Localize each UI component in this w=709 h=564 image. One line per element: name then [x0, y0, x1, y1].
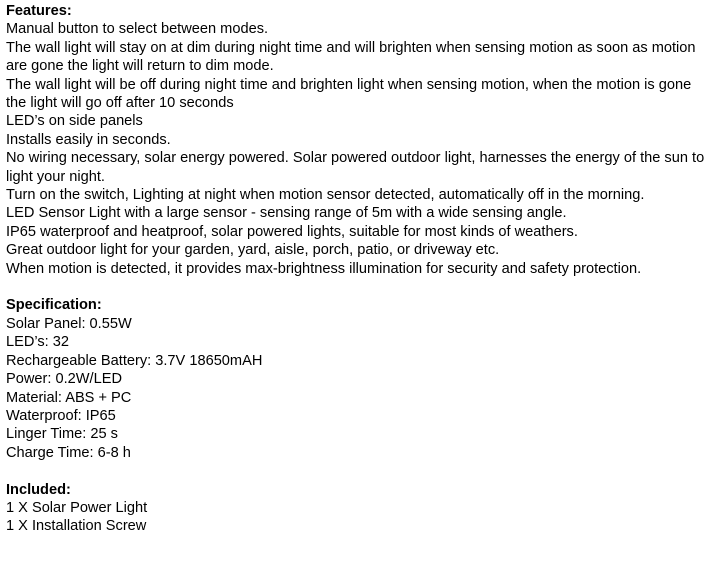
- included-item: 1 X Installation Screw: [6, 518, 147, 535]
- specification-heading: Specification:: [6, 297, 102, 314]
- features-heading: Features:: [6, 3, 72, 19]
- spec-item: Material: ABS + PC: [6, 389, 132, 406]
- feature-item: The wall light will be off during night time and brighten light when sensing motion, when the motion is gone the light will go off after 10 seconds: [6, 76, 692, 112]
- spec-item: Power: 0.2W/LED: [6, 371, 122, 388]
- product-description: [6, 2, 706, 536]
- spec-item: Waterproof: IP65: [6, 407, 116, 424]
- feature-item: Manual button to select between modes.: [6, 21, 269, 38]
- included-section: [6, 481, 706, 536]
- specification-section: [6, 296, 706, 462]
- feature-item: Great outdoor light for your garden, yard, aisle, porch, patio, or driveway etc.: [6, 242, 500, 259]
- feature-item: The wall light will stay on at dim during night time and will brighten when sensing motion as soon as motion are gone the light will return to dim mode.: [6, 39, 696, 75]
- spec-item: Solar Panel: 0.55W: [6, 315, 132, 332]
- included-heading: Included:: [6, 481, 71, 498]
- feature-item: LED Sensor Light with a large sensor - sensing range of 5m with a wide sensing angle.: [6, 205, 567, 222]
- feature-item: IP65 waterproof and heatproof, solar powered lights, suitable for most kinds of weathers.: [6, 223, 578, 240]
- spec-item: Charge Time: 6-8 h: [6, 444, 131, 461]
- spec-item: Rechargeable Battery: 3.7V 18650mAH: [6, 352, 263, 369]
- feature-item: LED’s on side panels: [6, 113, 143, 130]
- feature-item: When motion is detected, it provides max-brightness illumination for security and safety protection.: [6, 260, 642, 277]
- spec-item: LED’s: 32: [6, 334, 70, 351]
- feature-item: No wiring necessary, solar energy powered. Solar powered outdoor light, harnesses the energy of the sun to light your night.: [6, 150, 705, 185]
- feature-item: Turn on the switch, Lighting at night when motion sensor detected, automatically off in the morning.: [6, 187, 645, 204]
- included-item: 1 X Solar Power Light: [6, 499, 148, 516]
- feature-item: Installs easily in seconds.: [6, 131, 171, 148]
- features-section: [6, 2, 706, 278]
- spec-item: Linger Time: 25 s: [6, 426, 118, 443]
